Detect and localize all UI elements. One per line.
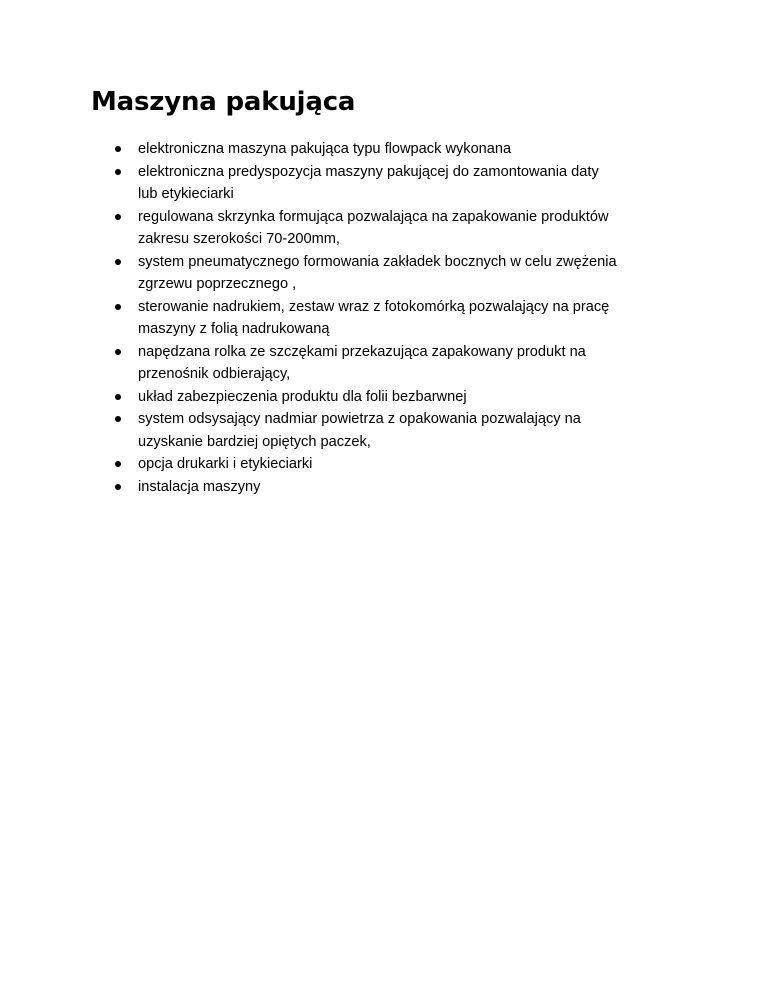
bullet-icon: [115, 146, 121, 152]
list-item-line: przenośnik odbierający,: [138, 366, 291, 382]
list-item-line: maszyny z folią nadrukowaną: [138, 321, 330, 337]
list-item-line: elektroniczna predyspozycja maszyny pakującej do zamontowania daty: [138, 163, 599, 180]
list-item: [0, 296, 768, 341]
list-item-line: zakresu szerokości 70-200mm,: [138, 231, 340, 247]
bullet-icon: [115, 349, 121, 355]
bullet-icon: [115, 484, 121, 490]
bullet-icon: [115, 259, 121, 265]
list-item-line: opcja drukarki i etykieciarki: [138, 456, 313, 472]
list-item: [0, 408, 768, 453]
list-item-line: lub etykieciarki: [138, 186, 234, 202]
list-item: [0, 341, 768, 386]
bullet-icon: [115, 416, 121, 422]
list-item-line: system odsysający nadmiar powietrza z opakowania pozwalający na: [138, 411, 581, 427]
bullet-list: [0, 138, 768, 498]
list-item-line: zgrzewu poprzecznego ,: [138, 276, 297, 292]
list-item-line: instalacja maszyny: [138, 478, 261, 495]
bullet-icon: [115, 461, 121, 467]
list-item-line: sterowanie nadrukiem, zestaw wraz z fotokomórką pozwalający na pracę: [138, 298, 610, 315]
list-item: [0, 161, 768, 206]
bullet-icon: [115, 304, 121, 310]
list-item-line: regulowana skrzynka formująca pozwalająca na zapakowanie produktów: [138, 208, 609, 225]
list-item-line: układ zabezpieczenia produktu dla folii bezbarwnej: [138, 388, 467, 405]
list-item-line: system pneumatycznego formowania zakładek bocznych w celu zwężenia: [138, 253, 617, 270]
list-item-line: napędzana rolka ze szczękami przekazująca zapakowany produkt na: [138, 343, 586, 360]
page-title: Maszyna pakująca: [91, 87, 356, 117]
bullet-icon: [115, 394, 121, 400]
bullet-icon: [115, 214, 121, 220]
list-item: [0, 453, 768, 476]
list-item-line: elektroniczna maszyna pakująca typu flowpack wykonana: [138, 141, 512, 157]
list-item: [0, 138, 768, 161]
list-item: [0, 476, 768, 499]
list-item: [0, 251, 768, 296]
bullet-icon: [115, 169, 121, 175]
list-item: [0, 206, 768, 251]
list-item-line: uzyskanie bardziej opiętych paczek,: [138, 433, 371, 450]
list-item: [0, 386, 768, 409]
